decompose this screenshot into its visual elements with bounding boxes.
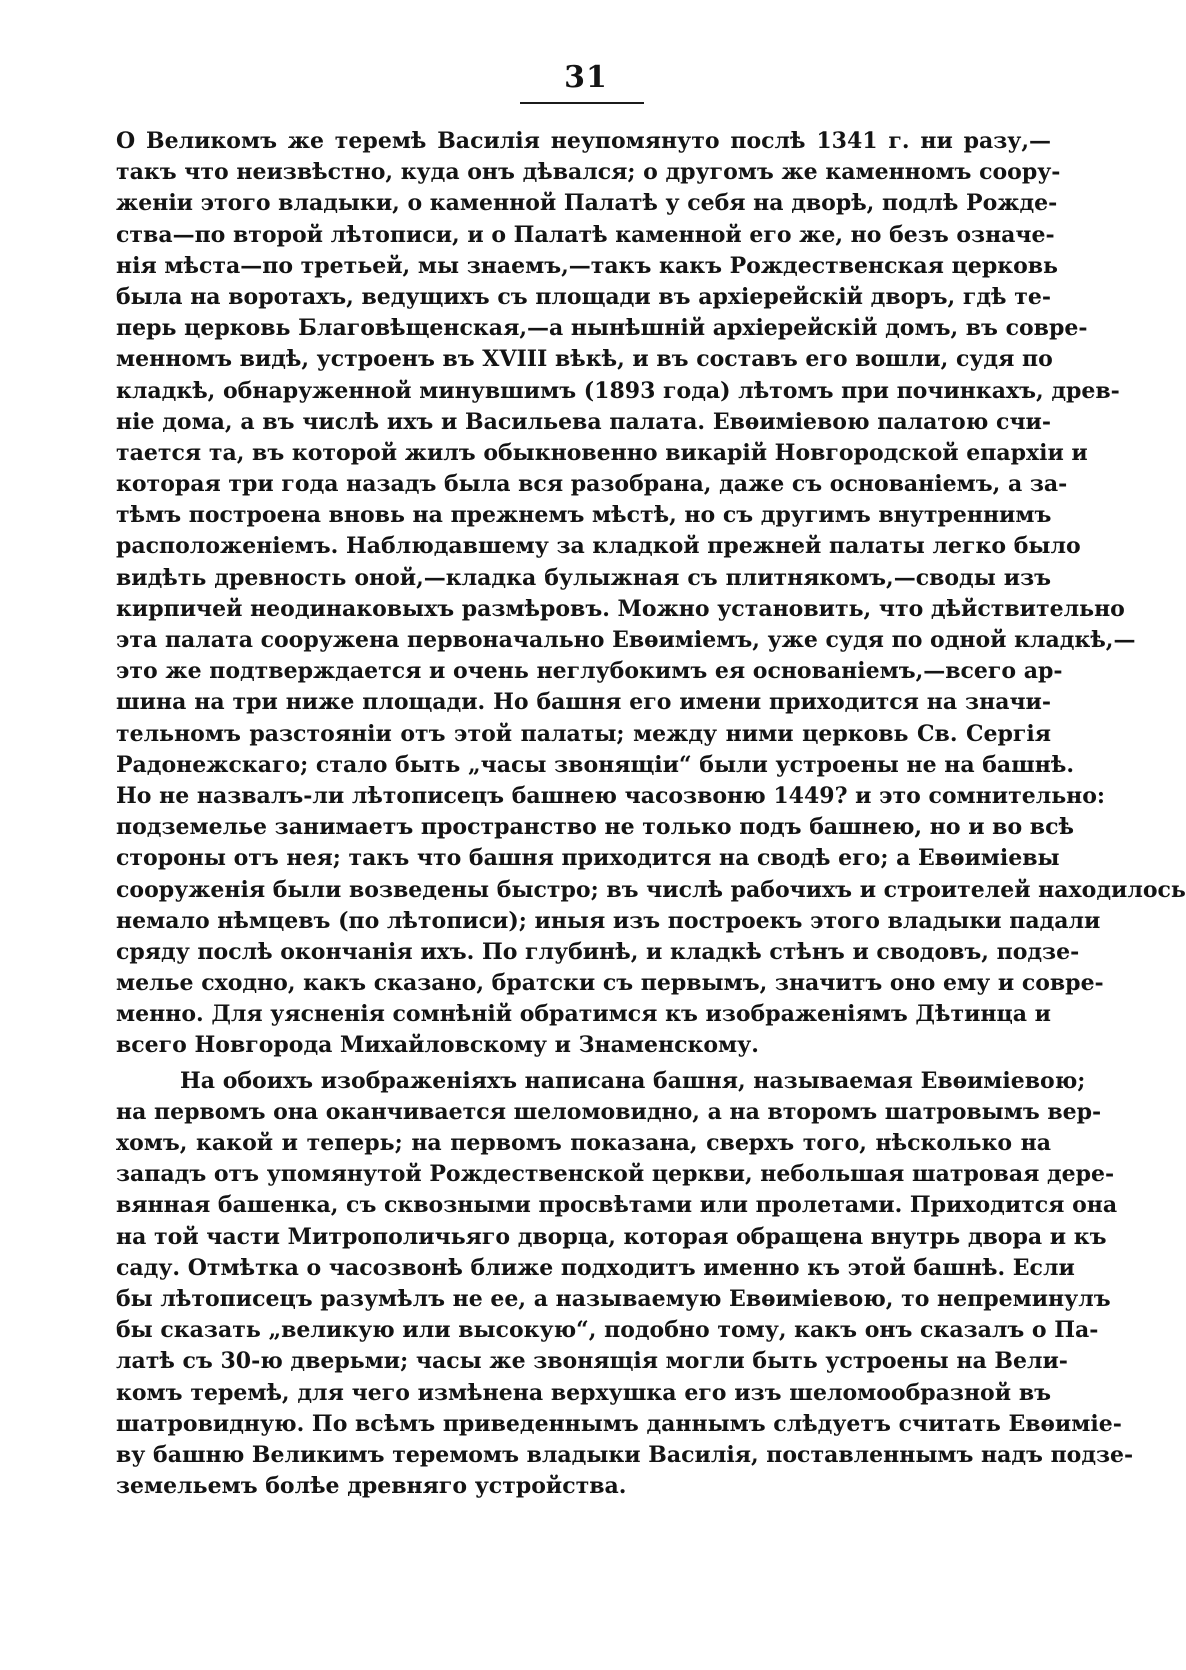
text-line: земельемъ болѣе древняго устройства. [116, 1473, 627, 1500]
text-line: вянная башенка, съ сквозными просвѣтами или пролетами. Приходится она [116, 1192, 1118, 1219]
text-line: тельномъ разстояніи отъ этой палаты; между ними церковь Св. Сергія [116, 720, 1051, 747]
text-line: бы сказать „великую или высокую“, подобно тому, какъ онъ сказалъ о Па- [116, 1317, 1099, 1344]
text-line: ства—по второй лѣтописи, и о Палатѣ каменной его же, но безъ означе- [116, 221, 1055, 248]
text-line: О Великомъ же теремѣ Василія неупомянуто послѣ 1341 г. ни разу,— [116, 128, 1051, 154]
text-line: которая три года назадъ была вся разобрана, даже съ основаніемъ, а за- [116, 471, 1068, 498]
text-line: латѣ съ 30-ю дверьми; часы же звонящія могли быть устроены на Вели- [116, 1348, 1068, 1375]
text-line: хомъ, какой и теперь; на первомъ показана, сверхъ того, нѣсколько на [116, 1130, 1051, 1156]
text-line: Радонежскаго; стало быть „часы звонящіи“ были устроены не на башнѣ. [116, 751, 1075, 778]
page-number: 31 [564, 60, 608, 95]
text-line: шатровидную. По всѣмъ приведеннымъ даннымъ слѣдуетъ считать Евѳиміе- [116, 1410, 1122, 1437]
text-line: тается та, въ которой жилъ обыкновенно викарій Новгородской епархіи и [116, 439, 1088, 466]
text-line: это же подтверждается и очень неглубокимъ ея основаніемъ,—всего ар- [116, 658, 1063, 685]
text-line: на первомъ она оканчивается шеломовидно, а на второмъ шатровымъ вер- [116, 1098, 1102, 1125]
text-line: стороны отъ нея; такъ что башня приходится на сводѣ его; а Евѳиміевы [116, 845, 1060, 872]
text-line: западъ отъ упомянутой Рождественской церкви, небольшая шатровая дере- [116, 1161, 1115, 1188]
text-line: такъ что неизвѣстно, куда онъ дѣвался; о другомъ же каменномъ соору- [116, 159, 1061, 186]
text-line: кладкѣ, обнаруженной минувшимъ (1893 года) лѣтомъ при починкахъ, древ- [116, 377, 1120, 404]
text-line: комъ теремѣ, для чего измѣнена верхушка его изъ шеломообразной въ [116, 1379, 1051, 1406]
text-line: На обоихъ изображеніяхъ написана башня, называемая Евѳиміевою; [180, 1067, 1086, 1094]
page-number-rule [520, 102, 644, 104]
text-line: нія мѣста—по третьей, мы знаемъ,—такъ какъ Рождественская церковь [116, 252, 1058, 279]
text-line: видѣть древность оной,—кладка булыжная съ плитнякомъ,—своды изъ [116, 564, 1051, 591]
text-line: подземелье занимаетъ пространство не только подъ башнею, но и во всѣ [116, 814, 1074, 841]
text-line: сооруженія были возведены быстро; въ числѣ рабочихъ и строителей находилось [116, 876, 1186, 903]
text-line: ніе дома, а въ числѣ ихъ и Васильева палата. Евѳиміевою палатою счи- [116, 408, 1051, 435]
text-line: менно. Для уясненія сомнѣній обратимся къ изображеніямъ Дѣтинца и [116, 1001, 1051, 1028]
text-line: кирпичей неодинаковыхъ размѣровъ. Можно установить, что дѣйствительно [116, 595, 1125, 622]
text-line: всего Новгорода Михайловскому и Знаменскому. [116, 1032, 759, 1059]
text-line: Но не назвалъ-ли лѣтописецъ башнею часозвоню 1449? и это сомнительно: [116, 782, 1106, 809]
text-line: сряду послѣ окончанія ихъ. По глубинѣ, и кладкѣ стѣнъ и сводовъ, подзе- [116, 938, 1080, 965]
text-line: немало нѣмцевъ (по лѣтописи); иныя изъ построекъ этого владыки падали [116, 907, 1101, 934]
text-line: бы лѣтописецъ разумѣлъ не ее, а называемую Евѳиміевою, то непреминулъ [116, 1285, 1111, 1312]
text-line: мелье сходно, какъ сказано, братски съ первымъ, значитъ оно ему и совре- [116, 970, 1104, 997]
text-line: менномъ видѣ, устроенъ въ XVIII вѣкѣ, и въ составъ его вошли, судя по [116, 346, 1053, 373]
text-line: эта палата сооружена первоначально Евѳиміемъ, уже судя по одной кладкѣ,— [116, 627, 1136, 653]
text-line: тѣмъ построена вновь на прежнемъ мѣстѣ, но съ другимъ внутреннимъ [116, 502, 1052, 529]
body-text [116, 126, 1186, 1502]
text-line: саду. Отмѣтка о часозвонѣ ближе подходитъ именно къ этой башнѣ. Если [116, 1254, 1075, 1281]
text-line: расположеніемъ. Наблюдавшему за кладкой прежней палаты легко было [116, 533, 1081, 560]
text-line: была на воротахъ, ведущихъ съ площади въ архіерейскій дворъ, гдѣ те- [116, 283, 1051, 310]
text-line: женіи этого владыки, о каменной Палатѣ у себя на дворѣ, подлѣ Рожде- [116, 190, 1058, 217]
text-line: на той части Митрополичьяго дворца, которая обращена внутрь двора и къ [116, 1223, 1107, 1250]
text-line: ву башню Великимъ теремомъ владыки Василія, поставленнымъ надъ подзе- [116, 1441, 1134, 1468]
text-line: шина на три ниже площади. Но башня его имени приходится на значи- [116, 689, 1051, 716]
text-line: перь церковь Благовѣщенская,—а нынѣшній архіерейскій домъ, въ совре- [116, 315, 1088, 342]
